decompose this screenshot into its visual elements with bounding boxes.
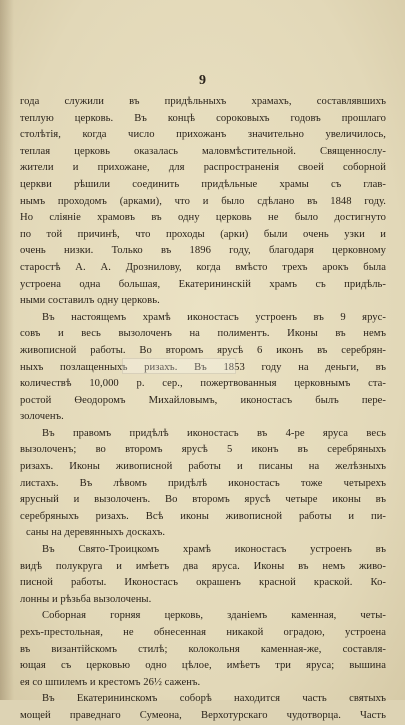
text-line: столѣтія, когда число прихожанъ значительно увеличилось, [20,129,386,141]
text-line: листахъ. Въ лѣвомъ придѣлѣ иконостасъ тоже четырехъ [20,477,386,489]
text-line: ныхъ позлащенныхъ ризахъ. Въ 1853 году на деньги, въ [20,361,386,373]
text-line: ными составилъ одну церковь. [20,295,160,307]
text-line: по той причинѣ, что проходы (арки) были очень узки и [20,228,386,240]
text-line: ющая съ церковью одно цѣлое, имѣетъ три яруса; вышина [20,660,386,672]
text-line: Но сліяніе храмовъ въ одну церковь не было достигнуто [20,212,386,224]
text-line: количествѣ 10,000 р. сер., пожертвованныя церковнымъ ста- [20,378,386,390]
text-line: Въ Свято-Троицкомъ храмѣ иконостасъ устроенъ въ [42,544,386,556]
text-line: нымъ проходомъ (арками), что и было сдѣлано въ 1848 году. [20,195,386,207]
text-line: Въ настоящемъ храмѣ иконостасъ устроенъ въ 9 ярус- [42,311,386,323]
text-line: серебряныхъ ризахъ. Всѣ иконы живописной работы и пи- [20,510,386,522]
text-line: теплую церковь. Въ концѣ сороковыхъ годовъ прошлаго [20,112,386,124]
text-line: лонны и рѣзьба вызолочены. [20,593,152,605]
text-line: ярусный и вызолоченъ. Во второмъ ярусѣ четыре иконы въ [20,494,386,506]
text-line: Въ Екатерининскомъ соборѣ находится часть святыхъ [42,693,386,705]
text-line: видѣ полукруга и имѣетъ два яруса. Иконы въ немъ живо- [20,560,386,572]
text-line: Соборная горняя церковь, зданіемъ каменная, четы- [42,610,386,622]
text-line: въ византійскомъ стилѣ; колокольня каменная-же, составля- [20,643,386,655]
text-line: Въ правомъ придѣлѣ иконостасъ въ 4-ре яруса весь [42,427,386,439]
text-line: вызолоченъ; во второмъ ярусѣ 5 иконъ въ серебряныхъ [20,444,386,456]
text-line: писной работы. Иконостасъ окрашенъ красной краской. Ко- [20,577,386,589]
text-line: старостѣ А. А. Дрознилову, когда вмѣсто трехъ арокъ была [20,261,386,273]
text-line: года служили въ придѣльныхъ храмахъ, составлявшихъ [20,96,386,107]
paper-stain [122,358,236,374]
text-line: ея со шпилемъ и крестомъ 26½ саженъ. [20,676,201,688]
text-line: мощей праведнаго Сумеона, Верхотурскаго чудотворца. Часть [20,709,386,721]
text-line: церкви рѣшили соединить придѣльные храмы съ глав- [20,178,386,190]
text-line: жители и прихожане, для распространенія своей соборной [20,162,386,174]
text-line: рехъ-престольная, не обнесенная никакой оградою, устроена [20,627,386,638]
text-line: очень низки. Только въ 1896 году, благодаря церковному [20,245,386,257]
text-line: устроена одна большая, Екатерининскій храмъ съ придѣль- [20,278,386,290]
text-line: саны на деревянныхъ доскахъ. [26,527,166,539]
page-number: 9 [199,73,206,88]
page-edge-shadow [0,0,14,700]
text-line: совъ и весь вызолоченъ на полиментъ. Иконы въ немъ [20,328,386,340]
text-line: живописной работы. Во второмъ ярусѣ 6 иконъ въ серебрян- [20,344,386,356]
text-line: теплая церковь оказалась маловмѣстительной. Священнослу- [20,145,386,157]
text-line: золоченъ. [20,411,64,423]
body-text [20,94,386,725]
text-line: ризахъ. Иконы живописной работы и писаны на желѣзныхъ [20,461,386,473]
text-line: ростой Өеодоромъ Михайловымъ, иконостасъ былъ пере- [20,394,386,406]
